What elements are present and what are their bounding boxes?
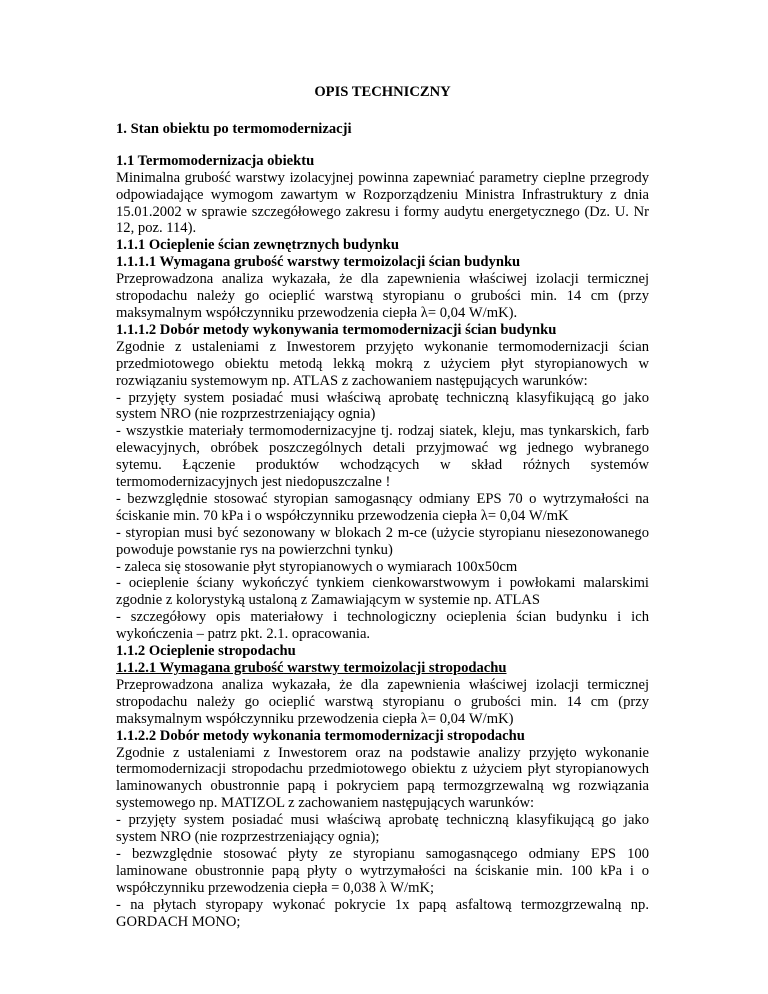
list-item: - styropian musi być sezonowany w blokach 2 m-ce (użycie styropianu niesezonowanego powoduje powstanie rys na powierzchni tynku)	[116, 524, 649, 558]
document-title: OPIS TECHNICZNY	[314, 84, 451, 100]
section-1-heading: 1. Stan obiektu po termomodernizacji	[116, 120, 352, 137]
list-item: - przyjęty system posiadać musi właściwą aprobatę techniczną klasyfikującą go jako system NRO (nie rozprzestrzeniający ognia)	[116, 389, 649, 423]
section-1-1-heading: 1.1 Termomodernizacja obiektu	[116, 152, 315, 169]
list-item: - bezwzględnie stosować styropian samogasnący odmiany EPS 70 o wytrzymałości na ściskanie min. 70 kPa i o współczynniku przewodzenia ciepła λ= 0,04 W/mK	[116, 490, 649, 524]
list-item: - bezwzględnie stosować płyty ze styropianu samogasnącego odmiany EPS 100 laminowane obustronnie papą płyty o wytrzymałości na ściskanie min. 100 kPa i o współczynniku przewodzenia ciepła = 0,038 λ W/mK;	[116, 845, 649, 896]
list-item: - wszystkie materiały termomodernizacyjne tj. rodzaj siatek, kleju, mas tynkarskich, farb elewacyjnych, obróbek poszczególnych detali przyjmować wg jednego wybranego sytemu. Łączenie produktów wchodzących w skład różnych systemów termomodernizacyjnych jest niedopuszczalne !	[116, 423, 649, 491]
section-1-1-1-heading: 1.1.1 Ocieplenie ścian zewnętrznych budynku	[116, 237, 399, 254]
section-1-1-1-1-text: Przeprowadzona analiza wykazała, że dla zapewnienia właściwej izolacji termicznej stropodachu należy go ocieplić warstwą styropianu o grubości min. 14 cm (przy maksymalnym współczynniku przewodzenia ciepła λ= 0,04 W/mK).	[116, 271, 649, 321]
section-1-1-2-2-intro: Zgodnie z ustaleniami z Inwestorem oraz na podstawie analizy przyjęto wykonanie termomodernizacji stropodachu przedmiotowego obiektu z użyciem płyt styropianowych laminowanych obustronnie papą i pokryciem papą termozgrzewalną wg rozwiązania systemowego np. MATIZOL z zachowaniem następujących warunków:	[116, 744, 649, 812]
section-1-1-1-2-heading: 1.1.1.2 Dobór metody wykonywania termomodernizacji ścian budynku	[116, 321, 557, 338]
section-1-1-1-2-intro: Zgodnie z ustaleniami z Inwestorem przyjęto wykonanie termomodernizacji ścian przedmiotowego obiektu metodą lekką mokrą z użyciem płyt styropianowych w rozwiązaniu systemowym np. ATLAS z zachowaniem następujących warunków:	[116, 338, 649, 389]
section-1-1-text: Minimalna grubość warstwy izolacyjnej powinna zapewniać parametry cieplne przegrody odpowiadające wymogom zawartym w Rozporządzeniu Ministra Infrastruktury z dnia 15.01.2002 w sprawie szczegółowego zakresu i formy audytu energetycznego (Dz. U. Nr 12, poz. 114).	[116, 169, 649, 237]
section-1-1-2-heading: 1.1.2 Ocieplenie stropodachu	[116, 643, 296, 660]
section-1-1-2-1-heading: 1.1.2.1 Wymagana grubość warstwy termoizolacji stropodachu	[116, 660, 507, 676]
list-item: - przyjęty system posiadać musi właściwą aprobatę techniczną klasyfikującą go jako system NRO (nie rozprzestrzeniający ognia);	[116, 812, 649, 846]
section-1-1-1-1-heading: 1.1.1.1 Wymagana grubość warstwy termoizolacji ścian budynku	[116, 254, 521, 271]
document-page	[116, 84, 649, 931]
list-item: - zaleca się stosowanie płyt styropianowych o wymiarach 100x50cm	[116, 558, 518, 575]
section-1-1-2-2-heading: 1.1.2.2 Dobór metody wykonania termomodernizacji stropodachu	[116, 727, 525, 744]
list-item: - na płytach styropapy wykonać pokrycie 1x papą asfaltową termozgrzewalną np. GORDACH MONO;	[116, 896, 649, 930]
list-item: - ocieplenie ściany wykończyć tynkiem cienkowarstwowym i powłokami malarskimi zgodnie z kolorystyką ustaloną z Zamawiającym w systemie np. ATLAS	[116, 575, 649, 609]
list-item: - szczegółowy opis materiałowy i technologiczny ocieplenia ścian budynku i ich wykończenia – patrz pkt. 2.1. opracowania.	[116, 609, 649, 643]
section-1-1-2-1-text: Przeprowadzona analiza wykazała, że dla zapewnienia właściwej izolacji termicznej stropodachu należy go ocieplić warstwą styropianu o grubości min. 14 cm (przy maksymalnym współczynniku przewodzenia ciepła λ= 0,04 W/mK)	[116, 676, 649, 727]
